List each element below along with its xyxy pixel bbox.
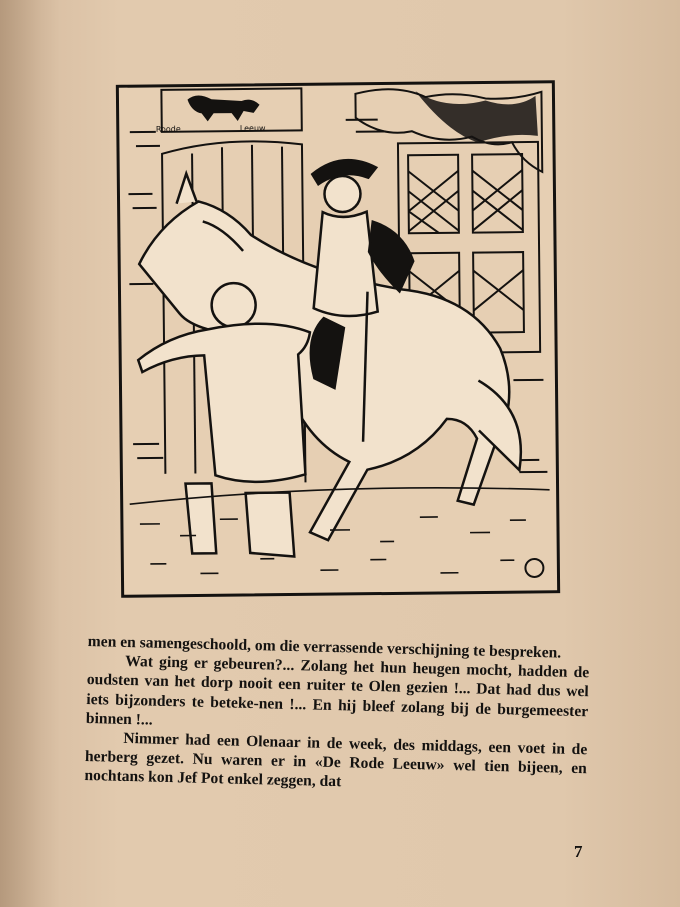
paragraph-1: men en samengeschoold, om die verrassende verschijning te bespreken. xyxy=(87,632,562,662)
illustration-drawing xyxy=(115,80,560,599)
sign-text-left: Roode xyxy=(155,124,181,134)
paragraph-2: Wat ging er gebeuren?... Zolang het hun heugen mocht, hadden de oudsten van het dorp nooit een ruiter te Olen gezien !... Dat had dus wel iets bijzonders te beteke-nen !... En hij bleef zolang bij de burgemeester binnen !... xyxy=(85,653,590,729)
paragraph-3: Nimmer had een Olenaar in de week, des middags, een voet in de herberg gezet. Nu waren er in «De Rode Leeuw» wel tien bijeen, en nochtans kon Jef Pot enkel zeggen, dat xyxy=(84,729,588,791)
page-fold-shadow xyxy=(0,0,60,907)
page-number: 7 xyxy=(574,842,583,861)
woodcut-illustration xyxy=(115,80,560,599)
body-text xyxy=(84,632,590,798)
sign-text-right: Leeuw xyxy=(239,123,266,134)
